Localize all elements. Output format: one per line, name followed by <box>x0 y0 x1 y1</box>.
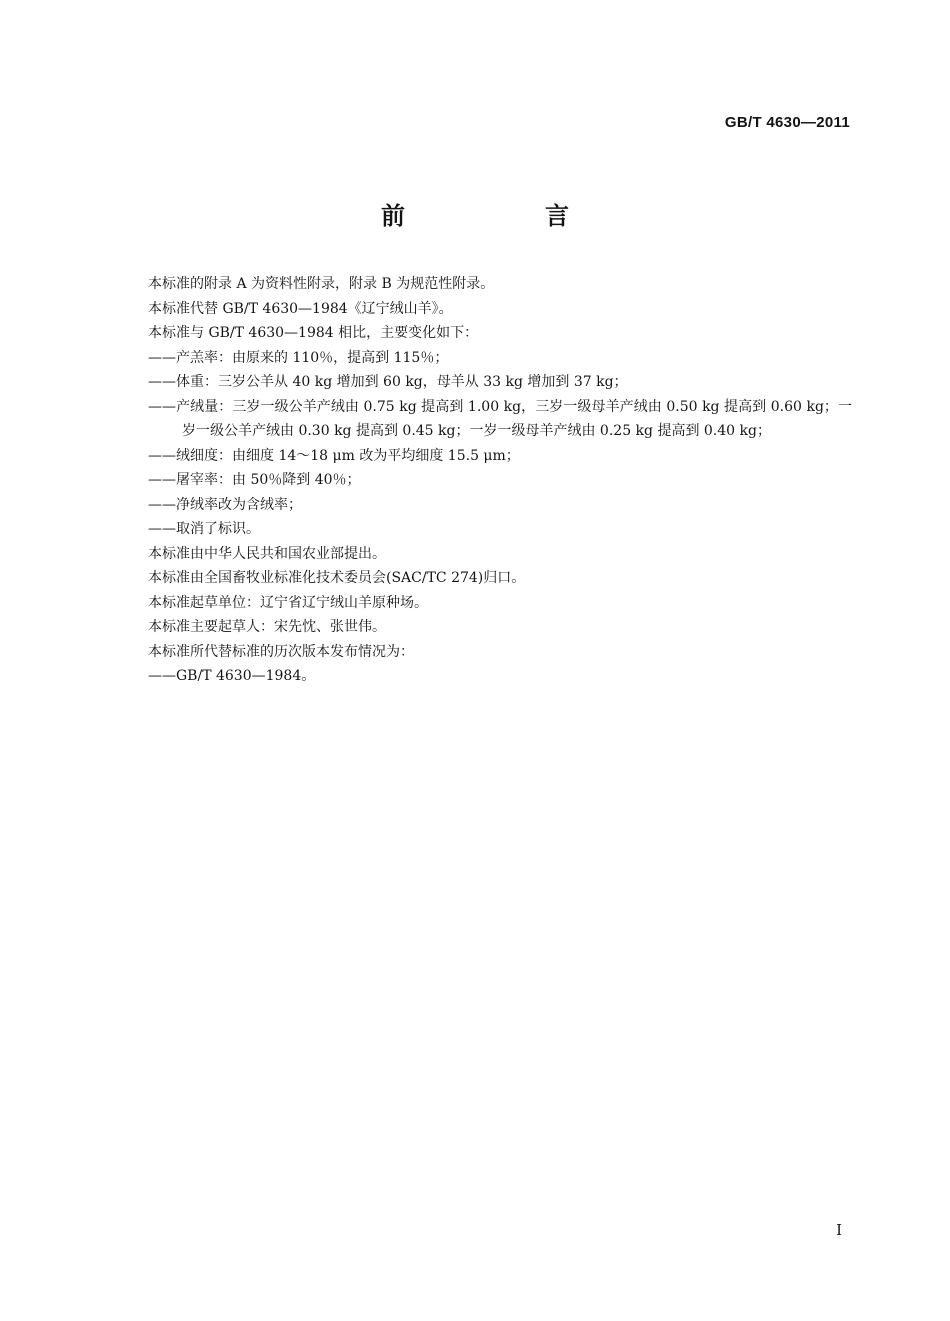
change-item-marking-removed: ——取消了标识。 <box>148 521 260 537</box>
page-title: 前 言 <box>381 202 627 230</box>
paragraph-drafters: 本标准主要起草人：宋先忱、张世伟。 <box>148 619 386 635</box>
paragraph-version-history: 本标准所代替标准的历次版本发布情况为： <box>148 643 414 660</box>
change-item-cashmere-yield: ——产绒量：三岁一级公羊产绒由 0.75 kg 提高到 1.00 kg，三岁一级母羊产绒由 0.50 kg 提高到 0.60 kg；一岁一级公羊产绒由 0.30 kg 提高到 0.45 kg；一岁一级母羊产绒由 0.25 kg 提高到 0.40 kg； <box>148 398 852 439</box>
previous-version-item: ——GB/T 4630—1984。 <box>148 668 316 684</box>
change-item-cashmere-content: ——净绒率改为含绒率； <box>148 496 302 513</box>
page-number: I <box>836 1221 842 1239</box>
document-body <box>148 272 852 689</box>
paragraph-appendix: 本标准的附录 A 为资料性附录，附录 B 为规范性附录。 <box>148 276 495 292</box>
change-item-fiber-fineness: ——绒细度：由细度 14～18 μm 改为平均细度 15.5 μm； <box>148 447 520 464</box>
paragraph-proposed-by: 本标准由中华人民共和国农业部提出。 <box>148 545 386 562</box>
change-item-slaughter-rate: ——屠宰率：由 50％降到 40％； <box>148 472 361 488</box>
change-item-lambing-rate: ——产羔率：由原来的 110％，提高到 115％； <box>148 349 449 366</box>
paragraph-drafting-unit: 本标准起草单位：辽宁省辽宁绒山羊原种场。 <box>148 594 428 611</box>
change-item-body-weight: ——体重：三岁公羊从 40 kg 增加到 60 kg，母羊从 33 kg 增加到 37 kg； <box>148 374 628 390</box>
paragraph-changes-intro: 本标准与 GB/T 4630—1984 相比，主要变化如下： <box>148 325 479 341</box>
paragraph-replaces: 本标准代替 GB/T 4630—1984《辽宁绒山羊》。 <box>148 300 453 317</box>
standard-number: GB/T 4630—2011 <box>724 114 850 131</box>
paragraph-technical-committee: 本标准由全国畜牧业标准化技术委员会(SAC/TC 274)归口。 <box>148 570 526 586</box>
